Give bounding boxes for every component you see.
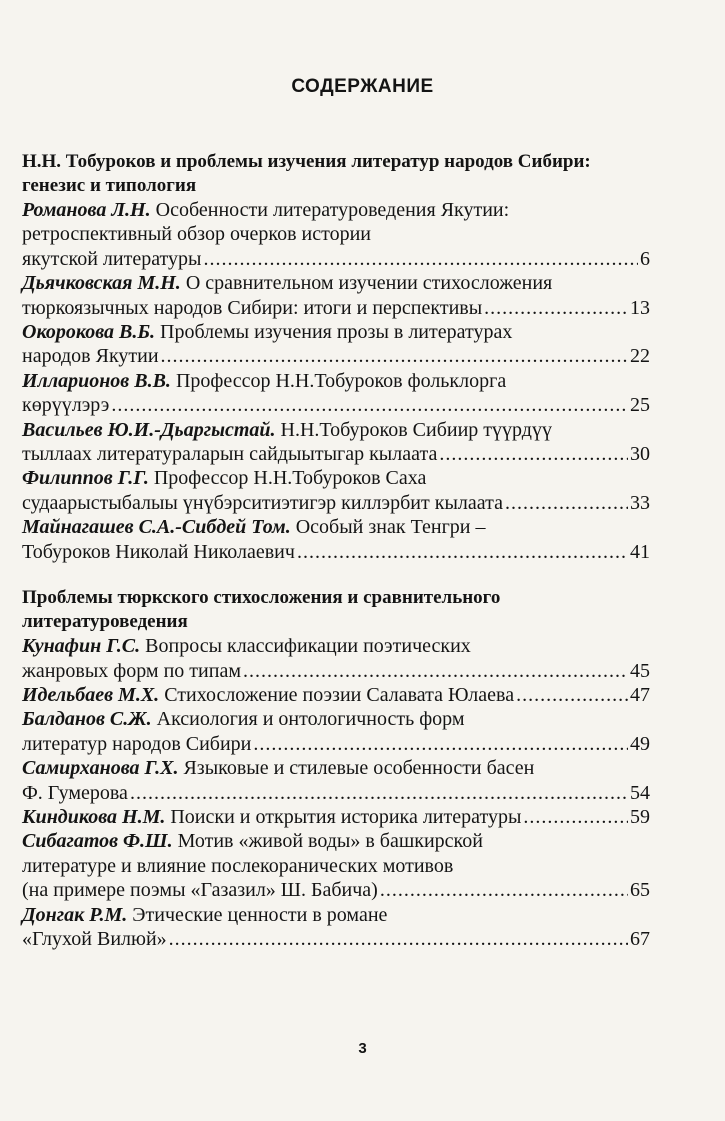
section-heading <box>22 586 650 634</box>
entry-title-line: литературе и влияние послекоранических мотивов <box>22 854 454 877</box>
toc-entry <box>22 515 650 564</box>
entry-text <box>22 904 387 926</box>
section-heading-line: генезис и типология <box>22 175 197 196</box>
entry-page-number: 49 <box>630 732 650 755</box>
entry-title-line: Поиски и открытия историка литературы <box>170 805 522 828</box>
toc-entry-line <box>22 756 650 780</box>
dot-leader <box>484 296 628 320</box>
dot-leader <box>130 781 628 805</box>
entry-title-line: жанровых форм по типам <box>22 659 241 682</box>
entry-author: Филиппов Г.Г. <box>22 467 149 490</box>
entry-title-line: Профессор Н.Н.Тобуроков фольклорга <box>175 369 507 392</box>
toc-entry <box>22 756 650 805</box>
entry-text <box>22 491 503 515</box>
toc-entry-line <box>22 491 650 515</box>
entry-author: Майнагашев С.А.-Сибдей Том. <box>22 516 291 539</box>
entry-text <box>22 370 506 392</box>
entry-text <box>22 442 437 466</box>
toc-entry <box>22 683 650 707</box>
entry-text <box>22 708 465 730</box>
entry-text <box>22 830 483 852</box>
entry-text <box>22 344 159 368</box>
entry-text <box>22 757 534 779</box>
toc-entry <box>22 829 650 902</box>
toc-entry <box>22 369 650 418</box>
entry-title-line: Тобуроков Николай Николаевич <box>22 540 295 563</box>
entry-text <box>22 659 241 683</box>
entry-author: Романова Л.Н. <box>22 199 151 221</box>
entry-title-line: Особый знак Тенгри – <box>295 516 486 539</box>
dot-leader <box>169 927 628 951</box>
dot-leader <box>111 393 628 417</box>
toc-entry-line <box>22 442 650 466</box>
entry-author: Дьячковская М.Н. <box>22 272 181 295</box>
entry-text <box>22 635 471 657</box>
entry-title-line: литератур народов Сибири <box>22 732 252 755</box>
toc-entry-line <box>22 296 650 320</box>
dot-leader <box>243 659 628 683</box>
toc-entry-line <box>22 222 650 246</box>
toc-entry <box>22 271 650 320</box>
entry-title-line: ретроспективный обзор очерков истории <box>22 223 371 246</box>
entry-text <box>22 516 486 538</box>
entry-author: Кунафин Г.С. <box>22 635 141 658</box>
section-heading-line: Проблемы тюркского стихосложения и сравнительного <box>22 587 501 609</box>
entry-title-line: Особенности литературоведения Якутии: <box>155 199 510 221</box>
entry-page-number: 59 <box>630 805 650 828</box>
entry-page-number: 30 <box>630 443 650 466</box>
entry-author: Окорокова В.Б. <box>22 321 156 344</box>
section-heading <box>22 150 650 198</box>
entry-title-line: Вопросы классификации поэтических <box>145 635 471 658</box>
toc-entry-line <box>22 659 650 683</box>
toc-entry-line <box>22 198 650 222</box>
entry-title-line: Профессор Н.Н.Тобуроков Саха <box>153 467 427 490</box>
entry-title-line: Проблемы изучения прозы в литературах <box>160 321 513 344</box>
toc-entry <box>22 198 650 271</box>
entry-text <box>22 199 509 221</box>
toc-entry-line <box>22 683 650 707</box>
entry-page-number: 45 <box>630 659 650 682</box>
entry-text <box>22 272 552 294</box>
entry-text <box>22 732 251 756</box>
toc-entry-line <box>22 829 650 853</box>
entry-page-number: 6 <box>640 247 650 270</box>
dot-leader <box>161 344 628 368</box>
entry-page-number: 67 <box>630 927 650 950</box>
entry-title-line: Н.Н.Тобуроков Сибиир түүрдүү <box>280 418 552 441</box>
entry-title-line: Аксиология и онтологичность форм <box>156 708 465 731</box>
dot-leader <box>203 247 638 271</box>
toc-entry <box>22 320 650 369</box>
entry-title-line: көрүүлэрэ <box>22 394 110 417</box>
toc-entry <box>22 903 650 952</box>
toc-entry-line <box>22 927 650 951</box>
toc-entry-line <box>22 320 650 344</box>
entry-author: Киндикова Н.М. <box>22 805 166 828</box>
entry-author: Донгак Р.М. <box>22 903 128 926</box>
entry-text <box>22 927 167 951</box>
entry-author: Илларионов В.В. <box>22 369 171 392</box>
toc-entry-line <box>22 247 650 271</box>
entry-text <box>22 781 128 805</box>
toc-entry-line <box>22 903 650 927</box>
entry-page-number: 47 <box>630 683 650 706</box>
toc-entry <box>22 634 650 683</box>
entry-text <box>22 467 426 489</box>
toc-entry <box>22 707 650 756</box>
section-heading-line: Н.Н. Тобуроков и проблемы изучения литератур народов Сибири: <box>22 151 591 172</box>
table-of-contents <box>22 150 650 951</box>
entry-text <box>22 223 371 245</box>
entry-title-line: Стихосложение поэзии Салавата Юлаева <box>164 683 515 706</box>
dot-leader <box>439 442 628 466</box>
toc-entry-line <box>22 271 650 295</box>
toc-entry-line <box>22 707 650 731</box>
entry-text <box>22 540 295 564</box>
toc-entry-line <box>22 344 650 368</box>
entry-text <box>22 419 552 441</box>
entry-author: Самирханова Г.Х. <box>22 757 179 780</box>
entry-title-line: О сравнительном изучении стихосложения <box>185 272 553 295</box>
dot-leader <box>516 683 628 707</box>
toc-entry-line <box>22 418 650 442</box>
toc-entry-line <box>22 393 650 417</box>
toc-entry <box>22 466 650 515</box>
entry-author: Васильев Ю.И.-Дьаргыстай. <box>22 418 276 441</box>
entry-text <box>22 247 201 271</box>
page-number: 3 <box>358 1040 367 1057</box>
dot-leader <box>297 540 628 564</box>
entry-title-line: народов Якутии <box>22 345 159 368</box>
entry-title-line: тюркоязычных народов Сибири: итоги и перспективы <box>22 296 483 319</box>
entry-title-line: Мотив «живой воды» в башкирской <box>177 830 483 853</box>
entry-page-number: 54 <box>630 781 650 804</box>
toc-entry-line <box>22 369 650 393</box>
toc-entry-line <box>22 466 650 490</box>
entry-title-line: Ф. Гумерова <box>22 781 128 804</box>
dot-leader <box>505 491 628 515</box>
section-gap <box>22 564 650 586</box>
toc-entry-line <box>22 878 650 902</box>
entry-page-number: 33 <box>630 491 650 514</box>
toc-entry-line <box>22 732 650 756</box>
toc-entry-line <box>22 854 650 878</box>
entry-author: Балданов С.Ж. <box>22 708 152 731</box>
entry-author: Идельбаев М.Х. <box>22 683 160 706</box>
toc-entry <box>22 418 650 467</box>
entry-text <box>22 683 514 707</box>
entry-text <box>22 855 453 877</box>
entry-text <box>22 321 512 343</box>
entry-page-number: 22 <box>630 345 650 368</box>
entry-title-line: (на примере поэмы «Газазил» Ш. Бабича) <box>22 879 378 902</box>
entry-page-number: 13 <box>630 296 650 319</box>
entry-title-line: Языковые и стилевые особенности басен <box>183 757 535 780</box>
toc-entry-line <box>22 805 650 829</box>
entry-text <box>22 805 521 829</box>
entry-title-line: Этические ценности в романе <box>132 903 388 926</box>
toc-entry-line <box>22 781 650 805</box>
entry-page-number: 65 <box>630 879 650 902</box>
dot-leader <box>253 732 628 756</box>
entry-title-line: тыллаах литератураларын сайдыытыгар кылаата <box>22 443 438 466</box>
entry-title-line: судаарыстыбалыы үнүбэрситиэтигэр киллэрбит кылаата <box>22 491 503 514</box>
toc-entry-line <box>22 515 650 539</box>
dot-leader <box>380 878 628 902</box>
toc-entry <box>22 805 650 829</box>
entry-title-line: якутской литературы <box>22 247 202 270</box>
entry-author: Сибагатов Ф.Ш. <box>22 830 173 853</box>
entry-text <box>22 878 378 902</box>
entry-text <box>22 393 109 417</box>
toc-entry-line <box>22 540 650 564</box>
entry-page-number: 25 <box>630 394 650 417</box>
entry-title-line: «Глухой Вилюй» <box>22 927 167 950</box>
toc-entry-line <box>22 634 650 658</box>
entry-page-number: 41 <box>630 540 650 563</box>
entry-text <box>22 296 482 320</box>
page-title: СОДЕРЖАНИЕ <box>291 76 434 97</box>
section-heading-line: литературоведения <box>22 611 188 633</box>
dot-leader <box>523 805 628 829</box>
